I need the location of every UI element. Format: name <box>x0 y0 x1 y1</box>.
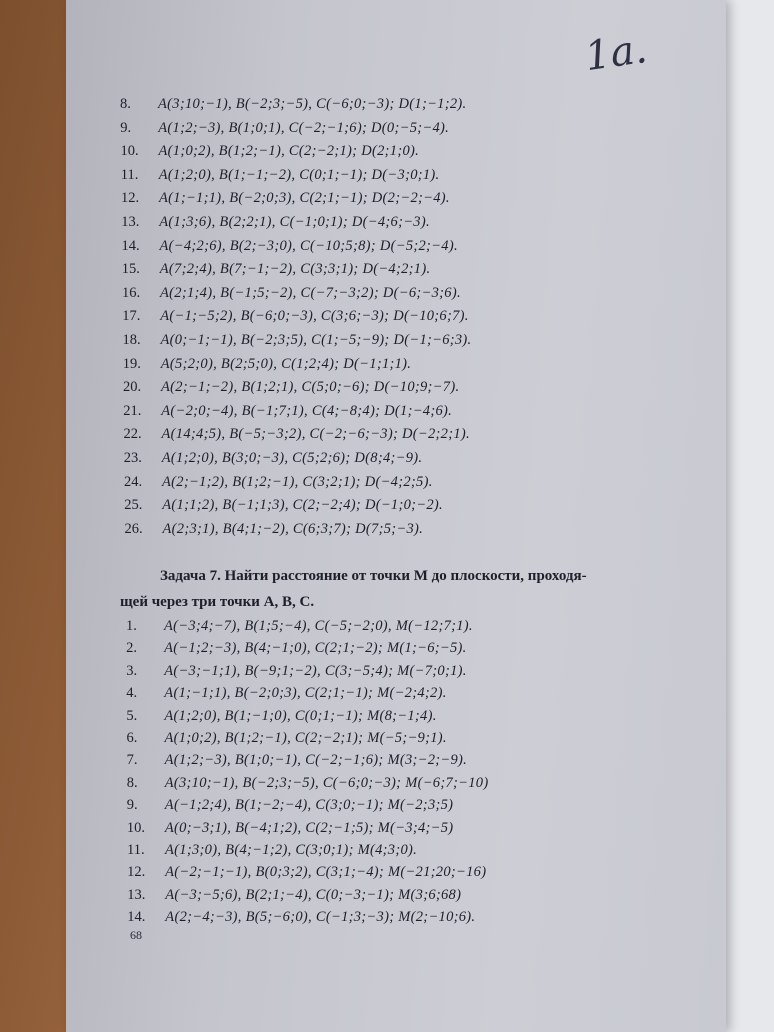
problem-number: 14. <box>121 237 140 254</box>
problem-number: 5. <box>126 707 138 724</box>
problem-number: 7. <box>126 752 138 769</box>
problem-text: A(1;−1;1), B(−2;0;3), C(2;1;−1); M(−2;4;2). <box>164 685 447 702</box>
problem-number: 3. <box>126 662 138 679</box>
problem-text: A(1;−1;1), B(−2;0;3), C(2;1;−1); D(2;−2;−4). <box>159 190 450 207</box>
problem-row <box>126 618 473 635</box>
problem-number: 11. <box>120 166 139 183</box>
problem-row <box>121 167 440 184</box>
problem-text: A(0;−3;1), B(−4;1;2), C(2;−1;5); M(−3;4;−5) <box>164 819 454 836</box>
problem-row <box>121 214 430 231</box>
problem-text: A(1;3;0), B(4;−1;2), C(3;0;1); M(4;3;0). <box>165 842 418 858</box>
problem-number: 6. <box>126 730 138 746</box>
problem-number: 4. <box>126 685 138 702</box>
problem-row <box>127 775 489 792</box>
problem-row <box>127 752 468 769</box>
problem-number: 24. <box>124 473 143 490</box>
problem-row <box>124 474 433 491</box>
problem-row <box>120 120 449 137</box>
problem-text: A(1;1;2), B(−1;1;3), C(2;−2;4); D(−1;0;−2). <box>162 497 443 514</box>
problem-text: A(2;−1;−2), B(1;2;1), C(5;0;−6); D(−10;9;−7). <box>161 379 460 396</box>
problem-text: A(2;−4;−3), B(5;−6;0), C(−1;3;−3); M(2;−10;6). <box>165 909 476 926</box>
problem-row <box>127 820 454 837</box>
problem-text: A(−2;−1;−1), B(0;3;2), C(3;1;−4); M(−21;20;−16) <box>165 864 487 881</box>
problem-text: A(−2;0;−4), B(−1;7;1), C(4;−8;4); D(1;−4;6). <box>161 402 453 419</box>
problem-row <box>123 332 472 349</box>
problem-row <box>127 730 447 747</box>
problem-number: 25. <box>124 497 143 514</box>
problem-number: 12. <box>121 190 140 207</box>
problem-number: 21. <box>123 402 142 419</box>
problem-text: A(0;−1;−1), B(−2;3;5), C(1;−5;−9); D(−1;−6;3). <box>160 332 472 348</box>
problem-row <box>123 379 459 396</box>
problem-row <box>122 238 458 255</box>
problem-text: A(−3;−5;6), B(2;1;−4), C(0;−3;−1); M(3;6;68) <box>165 886 462 903</box>
problem-number: 9. <box>126 797 138 814</box>
problem-row <box>127 909 475 926</box>
problem-row <box>126 708 436 725</box>
task7-heading-line1: Задача 7. Найти расстояние от точки M до плоскости, проходя- <box>160 568 587 584</box>
problem-number: 15. <box>121 261 140 278</box>
problem-row <box>127 797 454 814</box>
problem-text: A(1;0;2), B(1;2;−1), C(2;−2;1); M(−5;−9;1). <box>164 730 447 746</box>
problem-text: A(1;0;2), B(1;2;−1), C(2;−2;1); D(2;1;0). <box>158 143 420 160</box>
problem-text: A(3;10;−1), B(−2;3;−5), C(−6;0;−3); M(−6;7;−10) <box>164 774 489 791</box>
problem-row <box>127 842 417 859</box>
problem-row <box>122 308 468 325</box>
task7-heading-line2: щей через три точки A, B, C. <box>120 594 315 610</box>
problem-row <box>126 663 467 680</box>
problem-text: A(2;3;1), B(4;1;−2), C(6;3;7); D(7;5;−3). <box>162 520 424 537</box>
problem-row <box>122 261 431 278</box>
problem-text: A(2;1;4), B(−1;5;−2), C(−7;−3;2); D(−6;−3;6). <box>160 284 461 301</box>
problem-row <box>124 426 470 443</box>
problem-number: 1. <box>126 618 137 634</box>
problem-number: 14. <box>127 909 146 926</box>
problem-number: 17. <box>122 308 141 325</box>
problem-number: 16. <box>122 284 141 301</box>
problem-number: 9. <box>120 119 132 136</box>
problem-number: 10. <box>120 143 139 160</box>
problem-number: 13. <box>121 214 140 230</box>
problem-number: 8. <box>120 96 131 112</box>
problem-text: A(−4;2;6), B(2;−3;0), C(−10;5;8); D(−5;2;−4). <box>159 237 458 254</box>
problem-number: 10. <box>126 819 146 836</box>
problem-number: 18. <box>122 332 141 348</box>
problem-text: A(1;2;0), B(3;0;−3), C(5;2;6); D(8;4;−9). <box>161 450 423 466</box>
problem-text: A(−3;−1;1), B(−9;1;−2), C(3;−5;4); M(−7;0;1). <box>164 662 467 679</box>
problem-text: A(1;3;6), B(2;2;1), C(−1;0;1); D(−4;6;−3). <box>159 214 430 230</box>
problem-row <box>122 285 461 302</box>
problem-text: A(−1;2;−3), B(4;−1;0), C(2;1;−2); M(1;−6;−5). <box>164 640 467 657</box>
problem-text: A(5;2;0), B(2;5;0), C(1;2;4); D(−1;1;1). <box>160 355 412 372</box>
problem-row <box>123 356 411 373</box>
problem-row <box>125 521 424 538</box>
problem-text: A(14;4;5), B(−5;−3;2), C(−2;−6;−3); D(−2;2;1). <box>161 426 470 443</box>
problem-row <box>126 640 467 657</box>
problem-row <box>124 450 423 467</box>
problem-number: 12. <box>127 864 146 881</box>
problem-row <box>123 403 452 420</box>
problem-row <box>126 685 446 702</box>
problem-row <box>120 96 466 113</box>
problem-number: 22. <box>123 426 142 443</box>
problem-number: 13. <box>127 886 146 903</box>
problem-text: A(1;2;0), B(1;−1;−2), C(0;1;−1); D(−3;0;1). <box>158 166 440 183</box>
problem-number: 8. <box>126 774 138 791</box>
problem-text: A(1;2;−3), B(1;0;−1), C(−2;−1;6); M(3;−2;−9). <box>164 752 468 769</box>
page-number: 68 <box>130 928 142 942</box>
problem-text: A(3;10;−1), B(−2;3;−5), C(−6;0;−3); D(1;−1;2). <box>158 96 467 112</box>
problem-number: 26. <box>124 520 143 537</box>
problem-row <box>121 143 420 160</box>
handwritten-note: 1а. <box>582 25 650 81</box>
problem-text: A(2;−1;2), B(1;2;−1), C(3;2;1); D(−4;2;5). <box>162 473 433 490</box>
problem-number: 19. <box>122 355 141 372</box>
problem-row <box>124 497 443 514</box>
problem-number: 11. <box>127 842 145 858</box>
problem-row <box>127 864 486 881</box>
problem-number: 2. <box>126 640 137 657</box>
problem-text: A(1;2;−3), B(1;0;1), C(−2;−1;6); D(0;−5;−4). <box>158 119 450 136</box>
problem-number: 20. <box>123 379 142 396</box>
problem-text: A(−1;−5;2), B(−6;0;−3), C(3;6;−3); D(−10;6;7). <box>160 308 469 325</box>
problem-row <box>121 190 450 207</box>
problem-row <box>127 887 461 904</box>
problem-number: 23. <box>123 450 142 466</box>
problem-text: A(7;2;4), B(7;−1;−2), C(3;3;1); D(−4;2;1). <box>159 261 431 278</box>
problem-text: A(−3;4;−7), B(1;5;−4), C(−5;−2;0), M(−12;7;1). <box>164 618 473 634</box>
problem-text: A(−1;2;4), B(1;−2;−4), C(3;0;−1); M(−2;3;5) <box>164 797 454 814</box>
problem-text: A(1;2;0), B(1;−1;0), C(0;1;−1); M(8;−1;4). <box>164 707 437 724</box>
